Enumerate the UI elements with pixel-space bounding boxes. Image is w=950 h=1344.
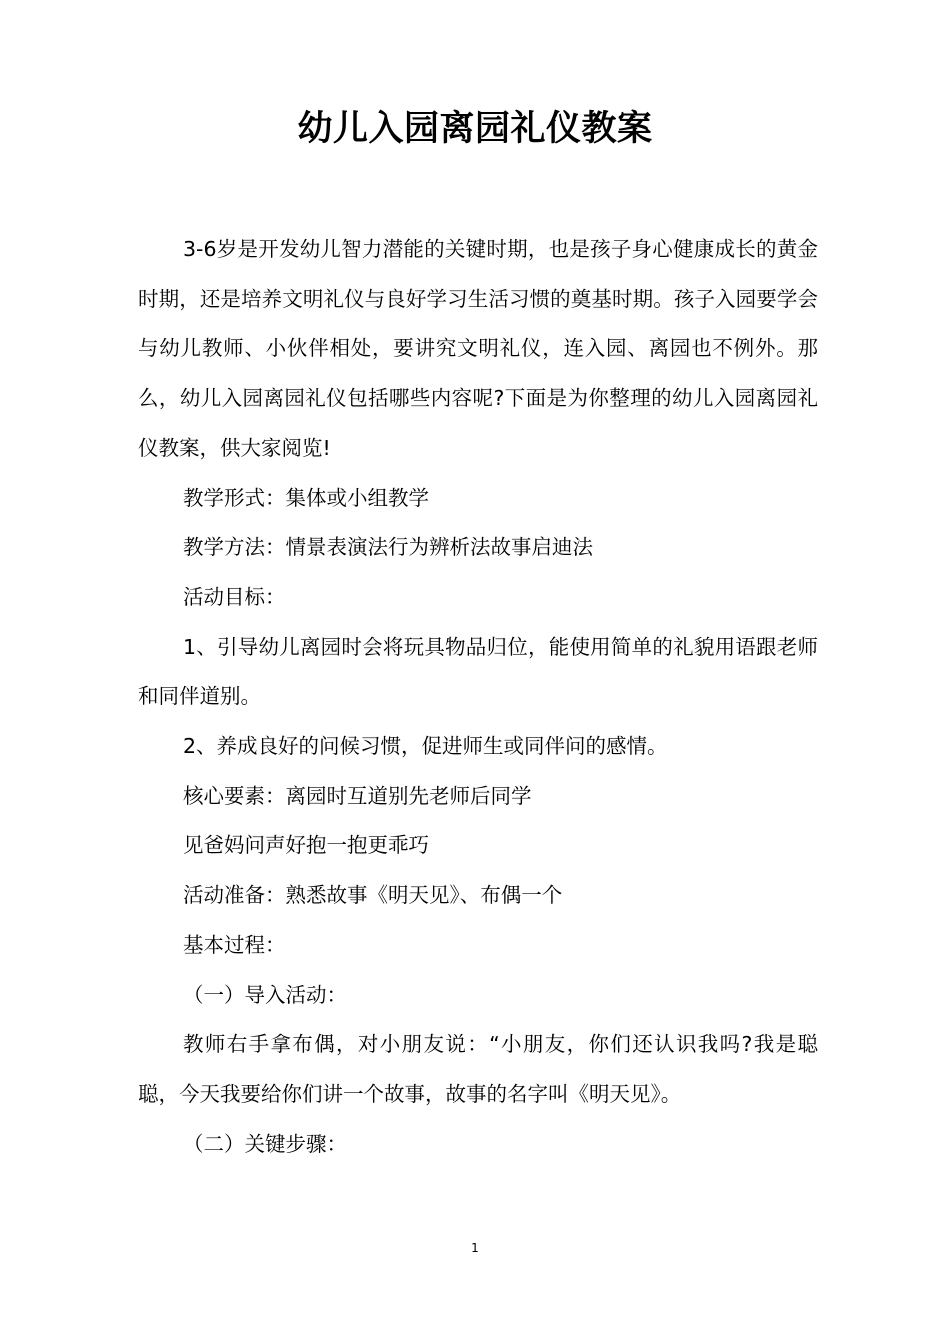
goal-item-1: 1、引导幼儿离园时会将玩具物品归位，能使用简单的礼貌用语跟老师和同伴道别。	[138, 634, 818, 709]
goal-item-2: 2、养成良好的问候习惯，促进师生或同伴问的感情。	[183, 734, 668, 759]
activity-preparation: 活动准备：熟悉故事《明天见》、布偶一个	[183, 883, 563, 908]
page-number: 1	[471, 1241, 479, 1255]
teaching-method: 教学方法：情景表演法行为辨析法故事启迪法	[183, 535, 593, 560]
intro-paragraph: 3-6岁是开发幼儿智力潜能的关键时期，也是孩子身心健康成长的黄金时期，还是培养文明礼仪与良好学习生活习惯的奠基时期。孩子入园要学会与幼儿教师、小伙伴相处，要讲究文明礼仪，连入园、离园也不例外。那么，幼儿入园离园礼仪包括哪些内容呢?下面是为你整理的幼儿入园离园礼仪教案，供大家阅览!	[138, 237, 818, 460]
document-body	[138, 225, 818, 1169]
core-elements: 核心要素：离园时互道别先老师后同学	[183, 783, 532, 808]
activity-goals-heading: 活动目标：	[183, 584, 286, 609]
teaching-form: 教学形式：集体或小组教学	[183, 485, 429, 510]
section-intro-activity: （一）导入活动：	[183, 982, 347, 1007]
section-key-steps: （二）关键步骤：	[183, 1131, 347, 1156]
document-title: 幼儿入园离园礼仪教案	[297, 109, 653, 149]
basic-process-heading: 基本过程：	[183, 932, 286, 957]
core-elements-continued: 见爸妈问声好抱一抱更乖巧	[183, 833, 429, 858]
teacher-dialogue: 教师右手拿布偶，对小朋友说：“小朋友，你们还认识我吗?我是聪聪，今天我要给你们讲一个故事，故事的名字叫《明天见》。	[138, 1032, 818, 1106]
